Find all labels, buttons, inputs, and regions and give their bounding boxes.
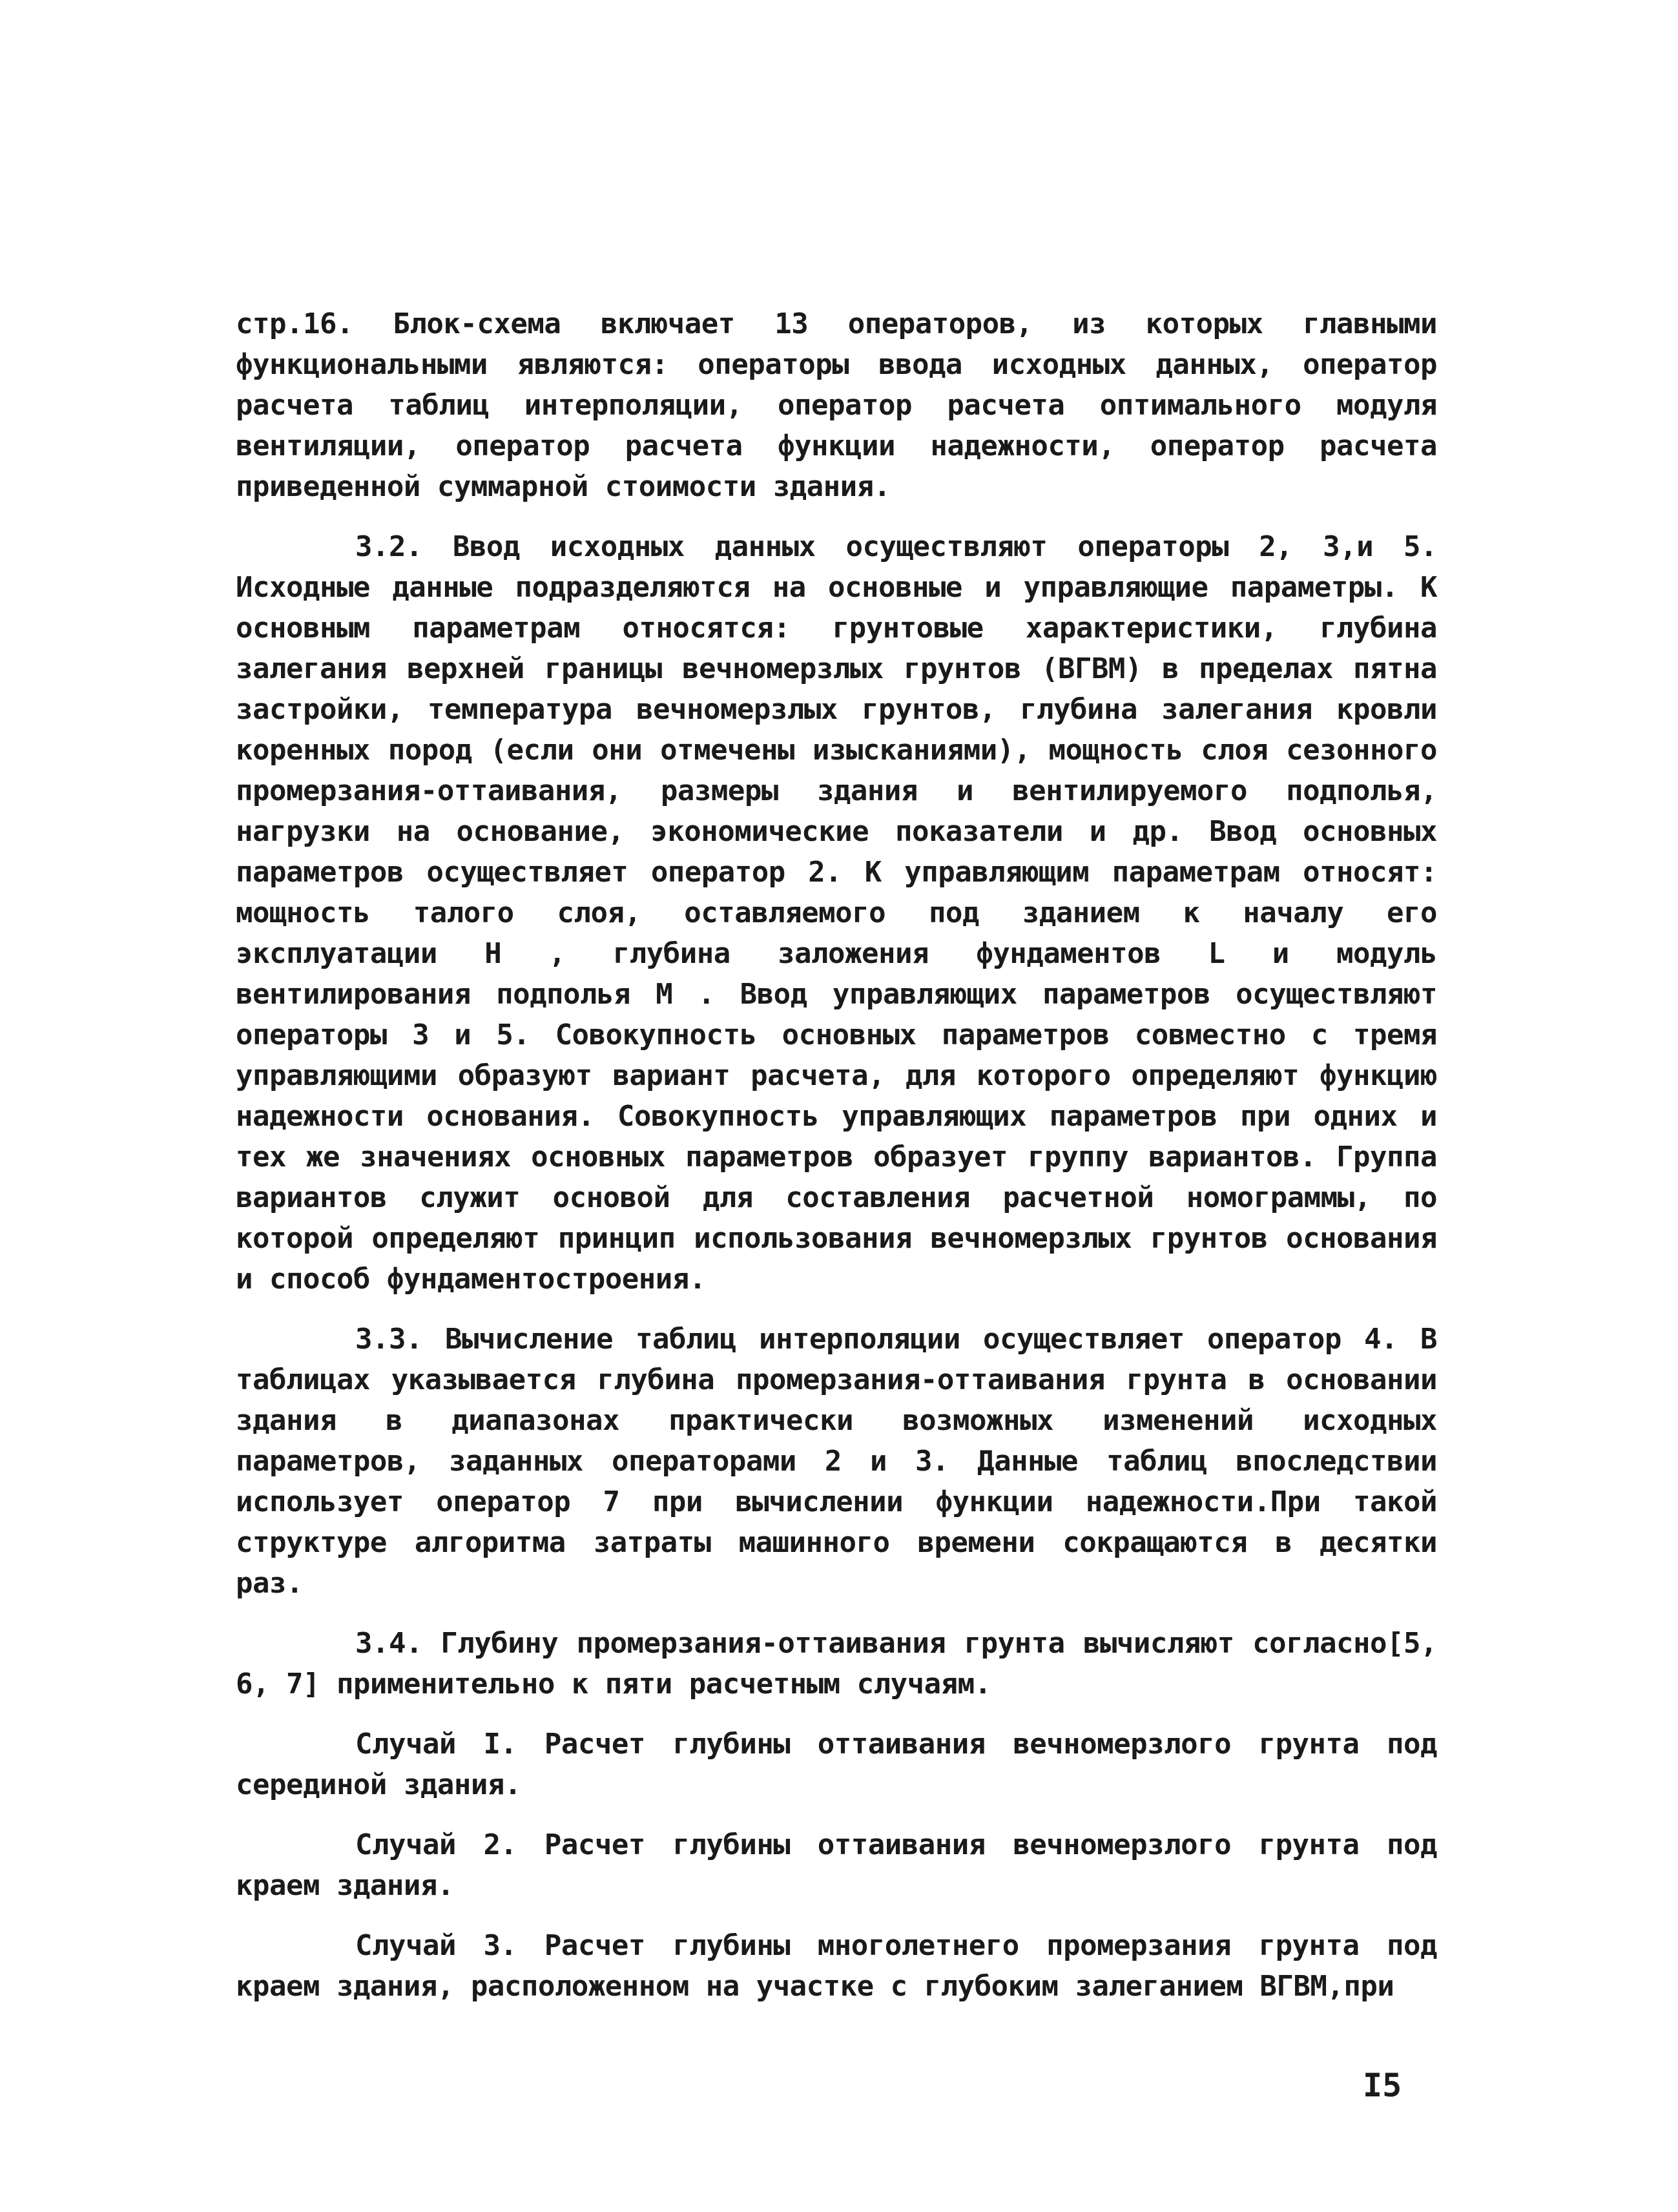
body-text [236,304,1437,2026]
paragraph-intro: стр.16. Блок-схема включает 13 операторов, из которых главными функциональными являются: операторы ввода исходных данных, оператор расчета таблиц интерполяции, оператор расчета оптимального модуля вентиляции, оператор расчета функции надежности, оператор расчета приведенной суммарной стоимости здания. [236,307,1437,503]
paragraph-case-1: Случай I. Расчет глубины оттаивания вечномерзлого грунта под серединой здания. [236,1728,1437,1801]
paragraph-3-3: 3.3. Вычисление таблиц интерполяции осуществляет оператор 4. В таблицах указывается глубина промерзания-оттаивания грунта в основании здания в диапазонах практически возможных изменений исходных параметров, заданных операторами 2 и 3. Данные таблиц впоследствии использует оператор 7 при вычислении функции надежности.При такой структуре алгоритма затраты машинного времени сокращаются в десятки раз. [236,1323,1437,1600]
page-number: I5 [1363,2067,1402,2104]
paragraph-3-4: 3.4. Глубину промерзания-оттаивания грунта вычисляют согласно[5, 6, 7] применительно к пяти расчетным случаям. [236,1627,1437,1700]
paragraph-3-2: 3.2. Ввод исходных данных осуществляют операторы 2, 3,и 5. Исходные данные подразделяются на основные и управляющие параметры. К основным параметрам относятся: грунтовые характеристики, глубина залегания верхней границы вечномерзлых грунтов (ВГВМ) в пределах пятна застройки, температура вечномерзлых грунтов, глубина залегания кровли коренных пород (если они отмечены изысканиями), мощность слоя сезонного промерзания-оттаивания, размеры здания и вентилируемого подполья, нагрузки на основание, экономические показатели и др. Ввод основных параметров осуществляет оператор 2. К управляющим параметрам относят: мощность талого слоя, оставляемого под зданием к началу его эксплуатации H , глубина заложения фундаментов L и модуль вентилирования подполья M . Ввод управляющих параметров осуществляют операторы 3 и 5. Совокупность основных параметров совместно с тремя управляющими образуют вариант расчета, для которого определяют функцию надежности основания. Совокупность управляющих параметров при одних и тех же значениях основных параметров образует группу вариантов. Группа вариантов служит основой для составления расчетной номограммы, по которой определяют принцип использования вечномерзлых грунтов основания и способ фундаментостроения. [236,530,1437,1296]
paragraph-case-3: Случай 3. Расчет глубины многолетнего промерзания грунта под краем здания, расположенном на участке с глубоким залеганием ВГВМ,при [236,1929,1437,2003]
paragraph-case-2: Случай 2. Расчет глубины оттаивания вечномерзлого грунта под краем здания. [236,1828,1437,1902]
